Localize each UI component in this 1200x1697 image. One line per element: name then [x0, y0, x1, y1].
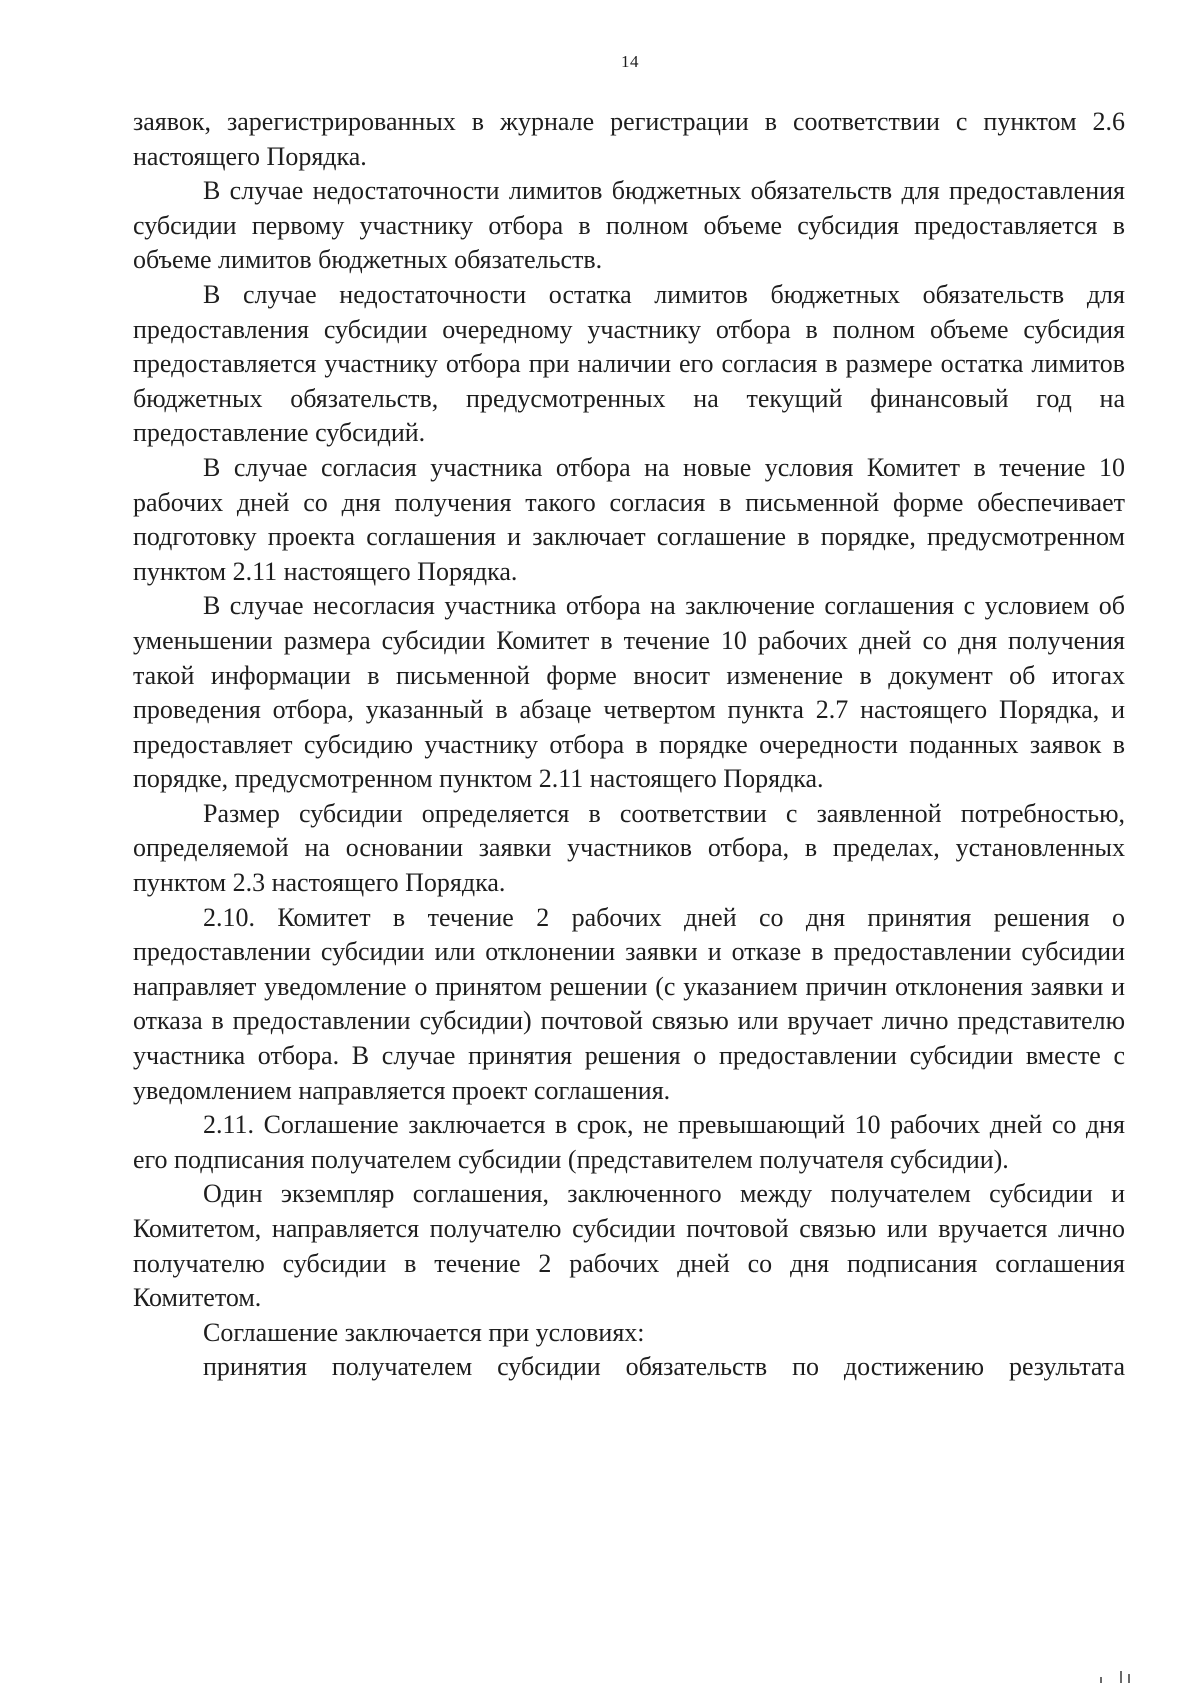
paragraph-6: Размер субсидии определяется в соответствии с заявленной потребностью, определяемой на основании заявки участников отбора, в пределах, установленных пунктом 2.3 настоящего Порядка.	[133, 798, 1125, 898]
page-number: 14	[621, 52, 639, 71]
paragraph-3: В случае недостаточности остатка лимитов бюджетных обязательств для предоставления субсидии очередному участнику отбора в полном объеме субсидия предоставляется участнику отбора при наличии его согласия в размере остатка лимитов бюджетных обязательств, предусмотренных на текущий финансовый год на предоставление субсидий.	[133, 279, 1125, 448]
scan-tick	[1128, 1674, 1130, 1683]
paragraph-4: В случае согласия участника отбора на новые условия Комитет в течение 10 рабочих дней со дня получения такого согласия в письменной форме обеспечивает подготовку проекта соглашения и заключает соглашение в порядке, предусмотренном пунктом 2.11 настоящего Порядка.	[133, 452, 1125, 586]
paragraph-9: Один экземпляр соглашения, заключенного между получателем субсидии и Комитетом, направляется получателю субсидии почтовой связью или вручается лично получателю субсидии в течение 2 рабочих дней со дня подписания соглашения Комитетом.	[133, 1179, 1125, 1313]
paragraph-1: заявок, зарегистрированных в журнале регистрации в соответствии с пунктом 2.6 настоящего Порядка.	[133, 107, 1125, 171]
paragraph-10: Соглашение заключается при условиях:	[203, 1317, 645, 1347]
paragraph-5: В случае несогласия участника отбора на заключение соглашения с условием об уменьшении размера субсидии Комитет в течение 10 рабочих дней со дня получения такой информации в письменной форме вносит изменение в документ об итогах проведения отбора, указанный в абзаце четвертом пункта 2.7 настоящего Порядка, и предоставляет субсидию участнику отбора в порядке очередности поданных заявок в порядке, предусмотренном пунктом 2.11 настоящего Порядка.	[133, 591, 1125, 794]
scan-edge-mark	[1090, 1669, 1160, 1683]
paragraph-2: В случае недостаточности лимитов бюджетных обязательств для предоставления субсидии первому участнику отбора в полном объеме субсидия предоставляется в объеме лимитов бюджетных обязательств.	[133, 176, 1125, 275]
document-body	[133, 105, 1125, 1385]
scan-tick	[1120, 1671, 1122, 1683]
paragraph-7-clause-2-10: 2.10. Комитет в течение 2 рабочих дней со дня принятия решения о предоставлении субсидии или отклонении заявки и отказе в предоставлении субсидии направляет уведомление о принятом решении (с указанием причин отклонения заявки и отказа в предоставлении субсидии) почтовой связью или вручает лично представителю участника отбора. В случае принятия решения о предоставлении субсидии вместе с уведомлением направляется проект соглашения.	[133, 902, 1125, 1105]
paragraph-11: принятия получателем субсидии обязательств по достижению результата	[203, 1352, 1125, 1382]
paragraph-8-clause-2-11: 2.11. Соглашение заключается в срок, не превышающий 10 рабочих дней со дня его подписания получателем субсидии (представителем получателя субсидии).	[133, 1110, 1125, 1174]
scan-tick	[1100, 1677, 1102, 1683]
